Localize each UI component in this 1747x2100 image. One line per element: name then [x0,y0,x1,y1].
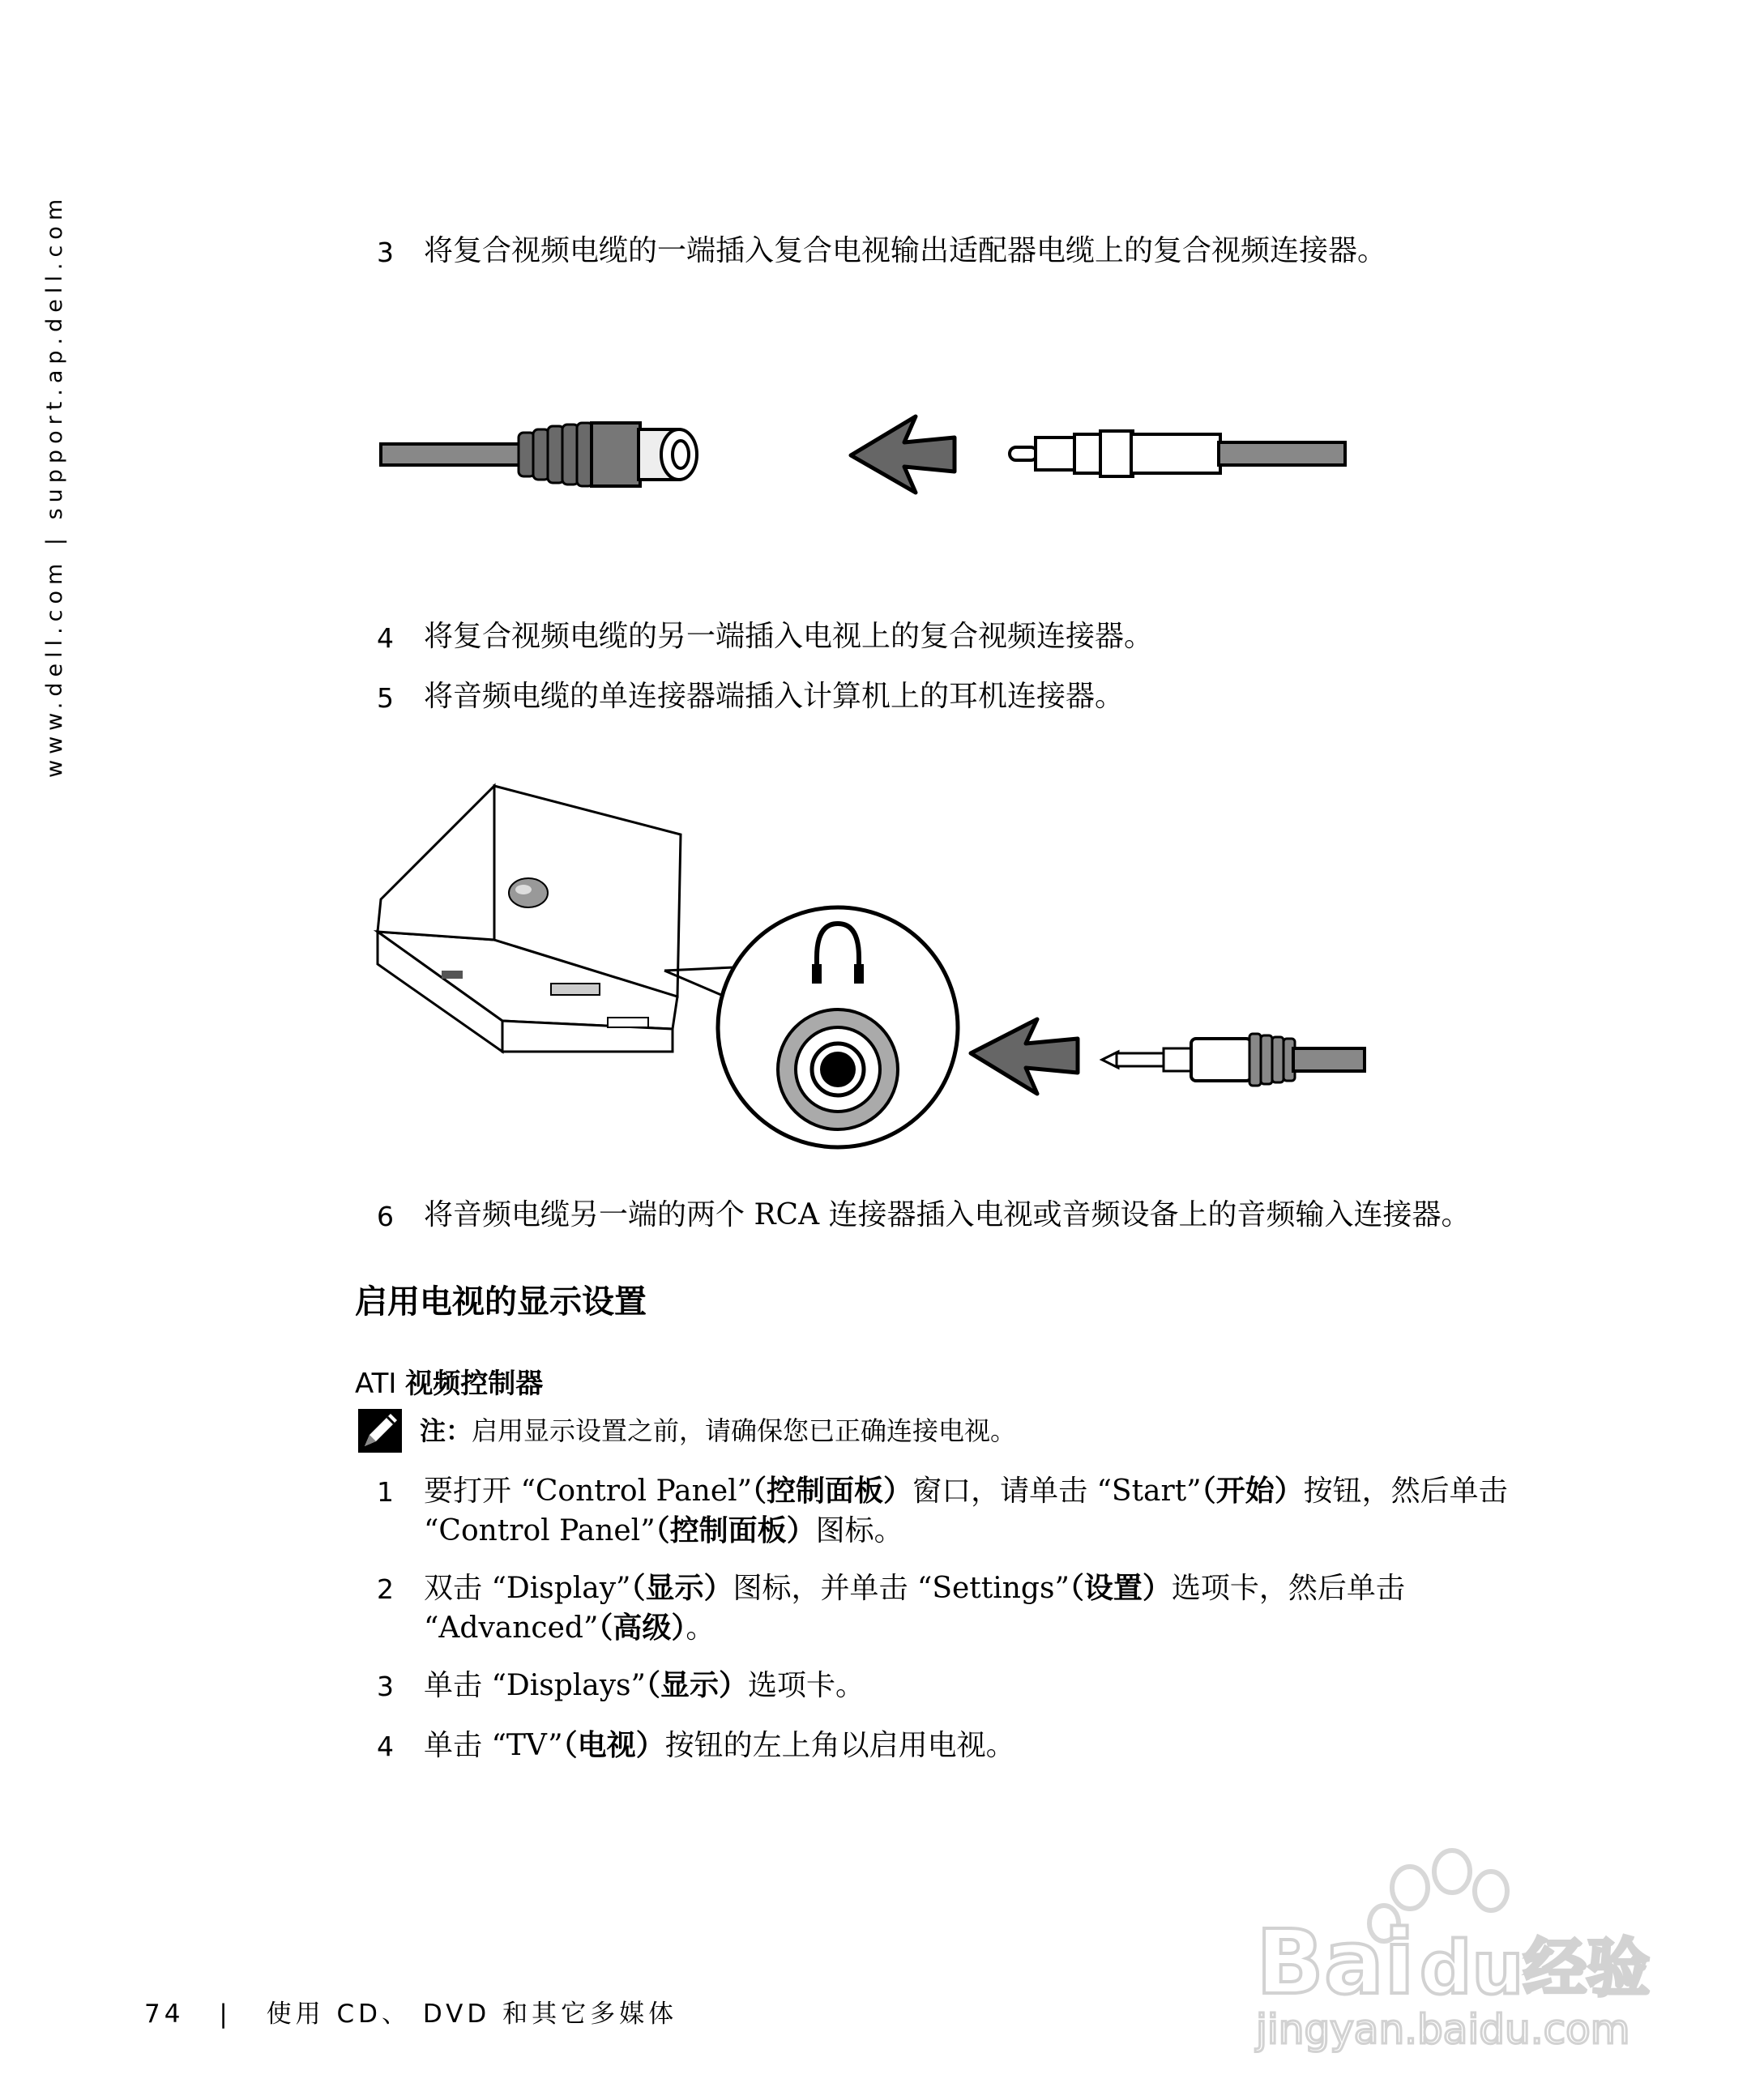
page-number: 74 [144,2000,185,2029]
step-number: 4 [377,622,394,654]
step-text: 将复合视频电缆的一端插入复合电视输出适配器电缆上的复合视频连接器。 [424,234,1387,267]
note-label: 注： [420,1415,472,1446]
baidu-jingyan-watermark [1240,1839,1661,2058]
step-number: 5 [377,682,394,714]
note-pencil-icon [357,1406,405,1454]
composite-cable-illustration [373,397,1361,527]
step-number: 4 [377,1731,394,1762]
step-text: 双击 “Display”（显示）图标，并单击 “Settings”（设置）选项卡，然后单击 “Advanced”（高级）。 [424,1571,1405,1645]
step-text: 将复合视频电缆的另一端插入电视上的复合视频连接器。 [424,620,1154,653]
side-url: www.dell.com | support.ap.dell.com [42,193,67,778]
footer-title: 使用 CD、 DVD 和其它多媒体 [266,2000,678,2029]
watermark-url: jingyan.baidu.com [1256,2006,1630,2053]
step-number: 3 [377,237,394,268]
section-heading: 启用电视的显示设置 [355,1283,647,1321]
note-text: 启用显示设置之前，请确保您已正确连接电视。 [472,1415,1017,1446]
step-text: 单击 “Displays”（显示）选项卡。 [424,1668,865,1702]
step-number: 3 [377,1671,394,1702]
subheading-bold: 视频控制器 [405,1368,544,1400]
step-text: 要打开 “Control Panel”（控制面板）窗口，请单击 “Start”（开始）按钮，然后单击 “Control Panel”（控制面板）图标。 [424,1474,1508,1547]
step-number: 2 [377,1573,394,1605]
headphone-connection-illustration [365,778,1369,1167]
step-text: 单击 “TV”（电视）按钮的左上角以启用电视。 [424,1728,1015,1762]
step-number: 1 [377,1476,394,1508]
note [420,1411,1016,1448]
watermark-brand2: du [1420,1926,1524,2011]
subheading-prefix: ATI [355,1368,397,1400]
footer-separator: | [219,2000,232,2029]
subheading [355,1361,543,1401]
step-text: 将音频电缆另一端的两个 RCA 连接器插入电视或音频设备上的音频输入连接器。 [424,1198,1471,1231]
step-number: 6 [377,1201,394,1232]
watermark-brand: Bai [1256,1910,1415,2014]
page-footer [144,1993,677,2030]
step-text: 将音频电缆的单连接器端插入计算机上的耳机连接器。 [424,680,1125,713]
watermark-product: 经验 [1523,1932,1651,2005]
